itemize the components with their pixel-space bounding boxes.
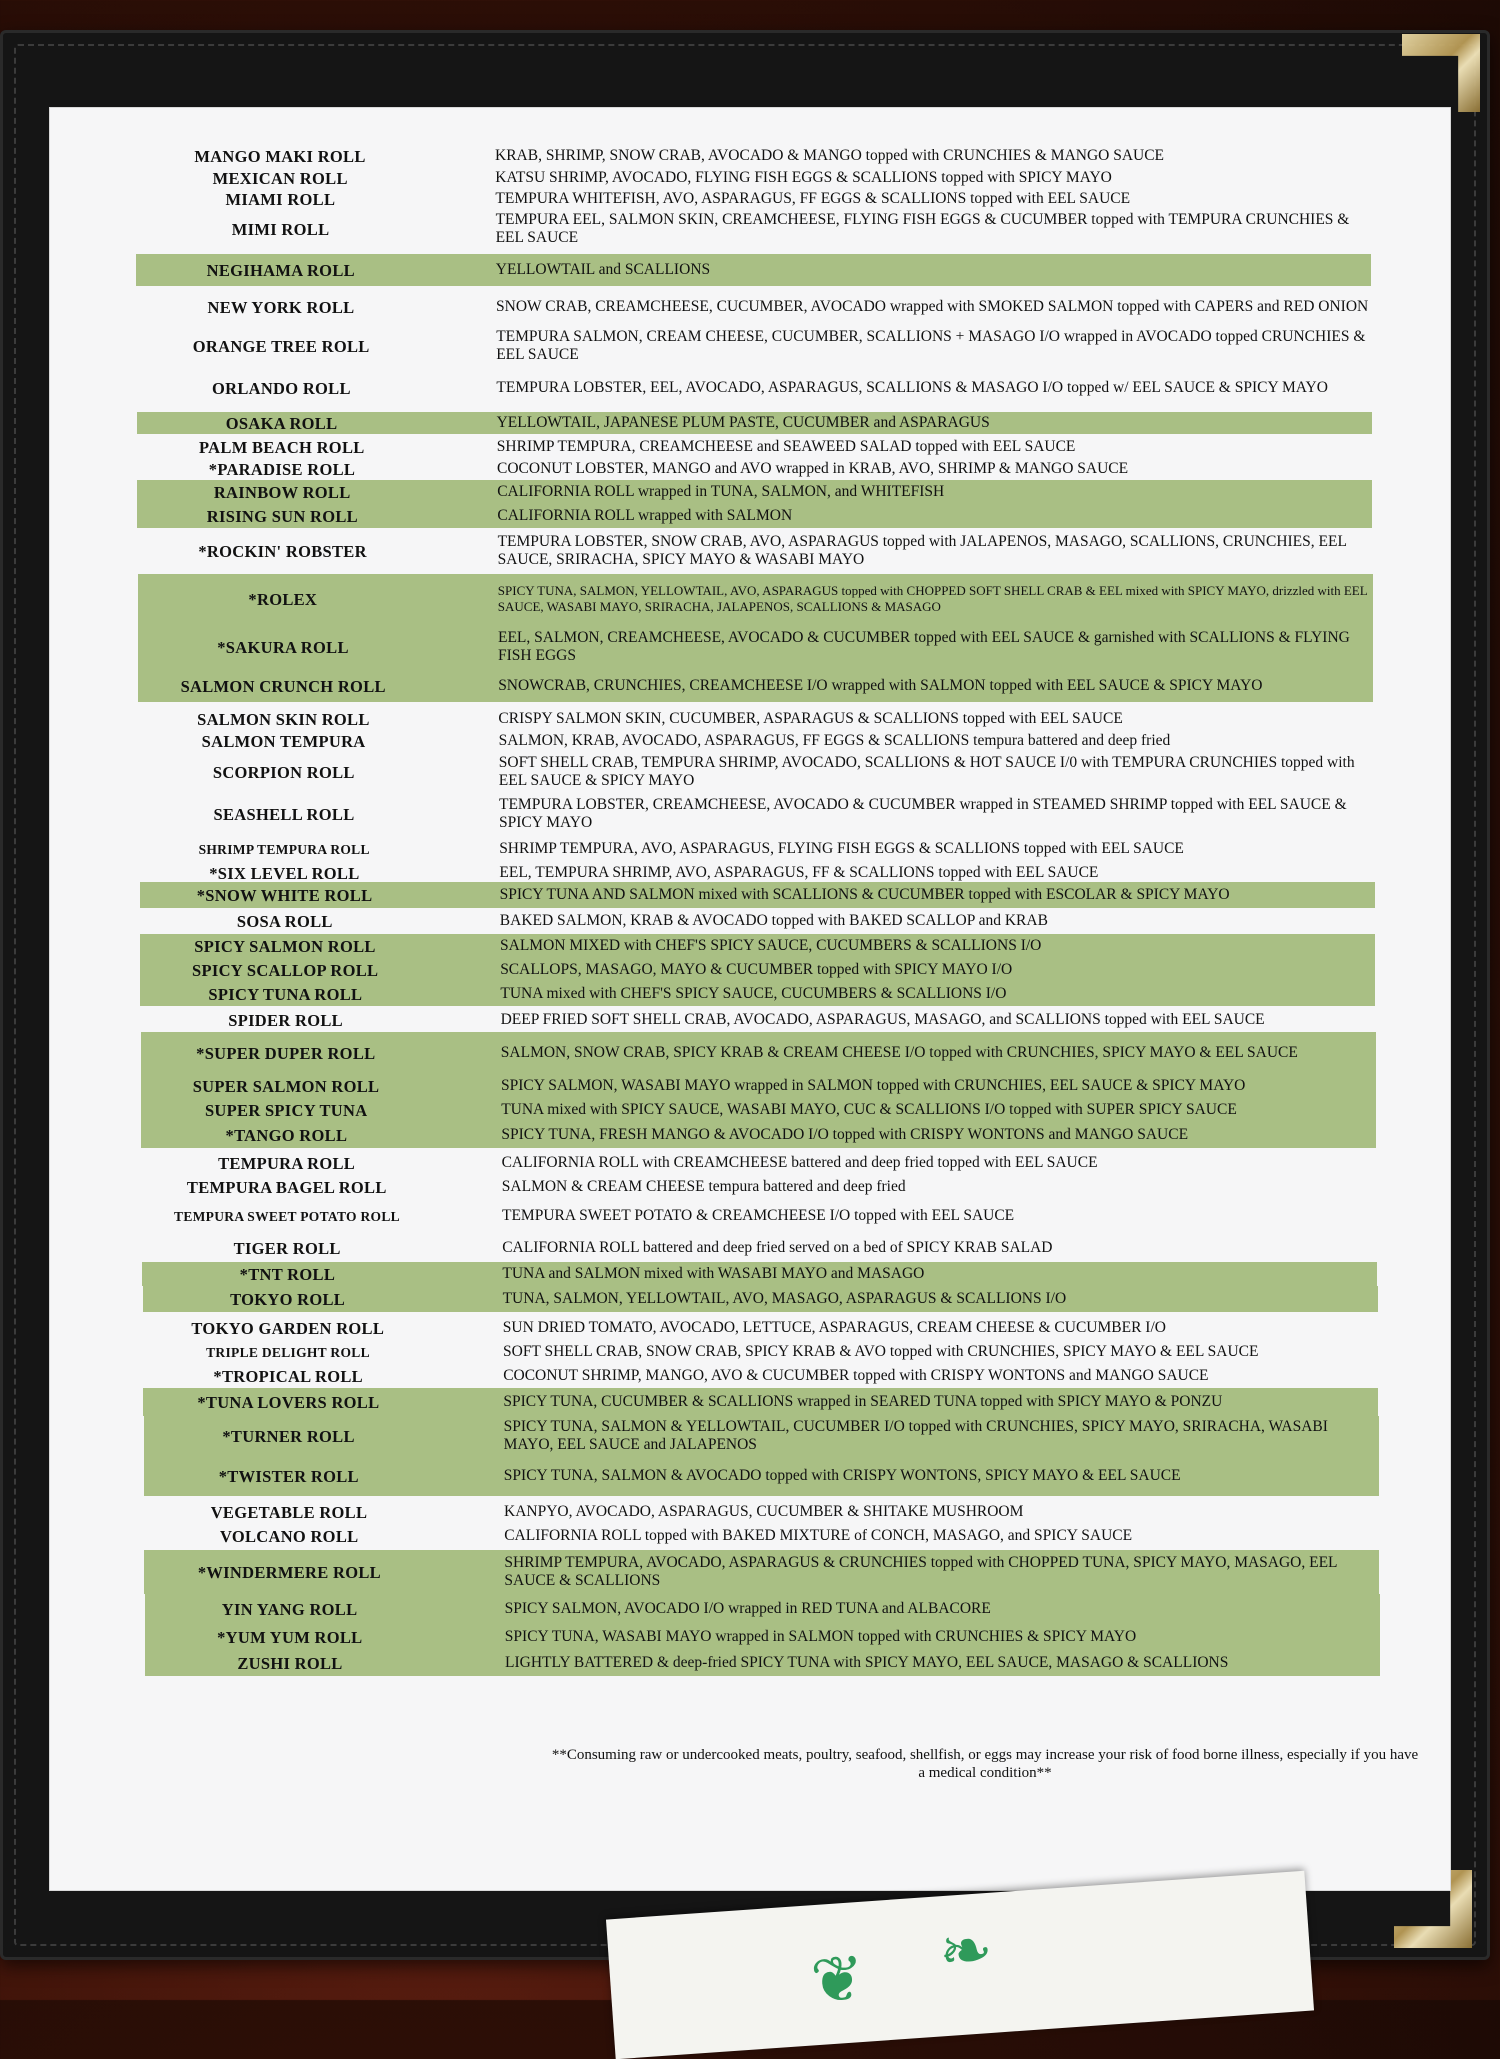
roll-name: *SNOW WHITE ROLL (196, 885, 373, 905)
roll-description: CALIFORNIA ROLL battered and deep fried served on a bed of SPICY KRAB SALAD (502, 1239, 1053, 1256)
roll-description: KANPYO, AVOCADO, ASPARAGUS, CUCUMBER & SHITAKE MUSHROOM (504, 1503, 1024, 1520)
roll-description: TUNA and SALMON mixed with WASABI MAYO and MASAGO (502, 1265, 925, 1282)
roll-name: NEW YORK ROLL (207, 297, 355, 317)
menu-item-row (140, 982, 1375, 1006)
roll-name: RAINBOW ROLL (213, 482, 351, 502)
roll-name: TEMPURA SWEET POTATO ROLL (174, 1208, 400, 1224)
roll-description: TEMPURA EEL, SALMON SKIN, CREAMCHEESE, FLYING FISH EGGS & CUCUMBER topped with TEMPURA CRUNCHIES & EEL SAUCE (495, 211, 1350, 246)
menu-item-row (138, 530, 1373, 572)
roll-description: TEMPURA SWEET POTATO & CREAMCHEESE I/O topped with EEL SAUCE (502, 1207, 1015, 1224)
roll-name: *SAKURA ROLL (217, 637, 349, 657)
menu-item-row (143, 1286, 1378, 1312)
roll-description: SOFT SHELL CRAB, SNOW CRAB, SPICY KRAB & AVO topped with CRUNCHIES, SPICY MAYO & EEL SAUCE (503, 1343, 1259, 1360)
menu-item-row (141, 1032, 1376, 1074)
menu-item-row (140, 882, 1375, 908)
roll-description: EEL, TEMPURA SHRIMP, AVO, ASPARAGUS, FF & SCALLIONS topped with EEL SAUCE (499, 864, 1099, 881)
roll-name: MIAMI ROLL (225, 189, 336, 209)
roll-description: TEMPURA WHITEFISH, AVO, ASPARAGUS, FF EGGS & SCALLIONS topped with EEL SAUCE (495, 190, 1131, 207)
roll-description: SPICY TUNA, SALMON, YELLOWTAIL, AVO, ASPARAGUS topped with CHOPPED SOFT SHELL CRAB & EEL mixed with SPICY MAYO, drizzled with EEL SAUCE, WASABI MAYO, SRIRACHA, JALAPENOS, SCALLIONS & MASAGO (497, 583, 1368, 614)
roll-description: SHRIMP TEMPURA, AVO, ASPARAGUS, FLYING FISH EGGS & SCALLIONS topped with EEL SAUCE (499, 840, 1184, 857)
roll-name: SALMON SKIN ROLL (197, 709, 370, 729)
menu-item-row (141, 1074, 1376, 1098)
roll-name: *TANGO ROLL (225, 1125, 348, 1145)
menu-item-row (142, 1176, 1377, 1198)
roll-description: CALIFORNIA ROLL wrapped in TUNA, SALMON, and WHITEFISH (497, 483, 945, 500)
menu-item-row (142, 1262, 1377, 1286)
roll-name: YIN YANG ROLL (221, 1599, 358, 1619)
roll-name: MEXICAN ROLL (212, 168, 348, 188)
roll-description: SPICY TUNA, SALMON & AVOCADO topped with CRISPY WONTONS, SPICY MAYO & EEL SAUCE (503, 1467, 1181, 1484)
roll-name: SOSA ROLL (236, 911, 333, 931)
roll-description: COCONUT LOBSTER, MANGO and AVO wrapped in KRAB, AVO, SHRIMP & MANGO SAUCE (497, 460, 1129, 477)
roll-description: SALMON, KRAB, AVOCADO, ASPARAGUS, FF EGGS & SCALLIONS tempura battered and deep fried (498, 732, 1171, 749)
menu-item-row (135, 144, 1370, 168)
menu-item-row (145, 1594, 1380, 1624)
roll-name: ORANGE TREE ROLL (192, 336, 370, 356)
roll-name: *SUPER DUPER ROLL (196, 1043, 376, 1063)
roll-description: SCALLOPS, MASAGO, MAYO & CUCUMBER topped with SPICY MAYO I/O (500, 961, 1013, 978)
roll-name: *ROCKIN' ROBSTER (198, 541, 367, 561)
roll-name: SCORPION ROLL (212, 762, 355, 782)
menu-item-row (135, 188, 1370, 210)
menu-item-row (136, 254, 1371, 286)
roll-name: MIMI ROLL (231, 219, 330, 239)
roll-name: ORLANDO ROLL (211, 378, 351, 398)
menu-item-row (141, 1122, 1376, 1148)
roll-description: TUNA mixed with CHEF'S SPICY SAUCE, CUCUMBERS & SCALLIONS I/O (500, 985, 1007, 1002)
roll-description: EEL, SALMON, CREAMCHEESE, AVOCADO & CUCUMBER topped with EEL SAUCE & garnished with SCALLIONS & FLYING FISH EGGS (498, 629, 1350, 664)
menu-item-row (137, 480, 1372, 504)
menu-item-row (139, 838, 1374, 860)
menu-item-row (140, 910, 1375, 932)
menu-item-row (140, 958, 1375, 982)
roll-name: TIGER ROLL (233, 1238, 341, 1258)
roll-name: SPICY TUNA ROLL (208, 984, 363, 1004)
roll-description: CALIFORNIA ROLL with CREAMCHEESE battered and deep fried topped with EEL SAUCE (501, 1154, 1098, 1171)
roll-description: SNOWCRAB, CRUNCHIES, CREAMCHEESE I/O wrapped with SALMON topped with EEL SAUCE & SPICY MAYO (498, 677, 1263, 694)
roll-description: TEMPURA LOBSTER, EEL, AVOCADO, ASPARAGUS, SCALLIONS & MASAGO I/O topped w/ EEL SAUCE & SPICY MAYO (496, 379, 1328, 396)
brass-corner-top-right (1402, 34, 1480, 112)
roll-name: *TUNA LOVERS ROLL (197, 1392, 380, 1412)
menu-item-row (143, 1340, 1378, 1364)
food-safety-footnote: **Consuming raw or undercooked meats, poultry, seafood, shellfish, or eggs may increase your risk of food borne illness, especially if you have a medical condition** (551, 1747, 1419, 1781)
menu-item-row (136, 208, 1371, 250)
roll-description: SHRIMP TEMPURA, CREAMCHEESE and SEAWEED SALAD topped with EEL SAUCE (496, 438, 1076, 455)
menu-item-row (143, 1316, 1378, 1340)
roll-name: RISING SUN ROLL (206, 506, 358, 526)
roll-description: TUNA, SALMON, YELLOWTAIL, AVO, MASAGO, ASPARAGUS & SCALLIONS I/O (502, 1290, 1067, 1307)
roll-name: VEGETABLE ROLL (210, 1502, 368, 1522)
roll-description: DEEP FRIED SOFT SHELL CRAB, AVOCADO, ASPARAGUS, MASAGO, and SCALLIONS topped with EEL SAUCE (500, 1011, 1265, 1028)
menu-item-row (136, 288, 1371, 326)
roll-description: SPICY TUNA, CUCUMBER & SCALLIONS wrapped in SEARED TUNA topped with SPICY MAYO & PONZU (503, 1393, 1223, 1410)
roll-name: *PARADISE ROLL (208, 459, 356, 479)
roll-description: YELLOWTAIL and SCALLIONS (495, 261, 711, 278)
roll-name: *TROPICAL ROLL (213, 1366, 363, 1386)
roll-name: SPICY SALMON ROLL (194, 936, 376, 956)
roll-description: SPICY TUNA AND SALMON mixed with SCALLIONS & CUCUMBER topped with ESCOLAR & SPICY MAYO (499, 886, 1230, 903)
menu-item-row (138, 624, 1373, 670)
roll-description: SPICY TUNA, SALMON & YELLOWTAIL, CUCUMBER I/O topped with CRUNCHIES, SPICY MAYO, SRIRACHA, WASABI MAYO, EEL SAUCE and JALAPENOS (503, 1418, 1328, 1453)
roll-description: TEMPURA LOBSTER, SNOW CRAB, AVO, ASPARAGUS topped with JALAPENOS, MASAGO, SCALLIONS, CRUNCHIES, EEL SAUCE, SRIRACHA, SPICY MAYO & WASABI MAYO (497, 533, 1347, 568)
roll-name: MANGO MAKI ROLL (194, 146, 366, 166)
menu-item-row (142, 1236, 1377, 1260)
menu-item-row (137, 458, 1372, 480)
roll-name: SALMON TEMPURA (201, 731, 366, 751)
menu-item-row (144, 1500, 1379, 1524)
roll-description: SNOW CRAB, CREAMCHEESE, CUCUMBER, AVOCADO wrapped with SMOKED SALMON topped with CAPERS and RED ONION (496, 298, 1369, 315)
menu-item-row (138, 708, 1373, 730)
menu-item-row (137, 504, 1372, 528)
roll-description: YELLOWTAIL, JAPANESE PLUM PASTE, CUCUMBER and ASPARAGUS (496, 414, 990, 431)
menu-item-row (137, 412, 1372, 434)
roll-name: ZUSHI ROLL (237, 1653, 343, 1673)
menu-item-row (143, 1364, 1378, 1388)
roll-name: SHRIMP TEMPURA ROLL (198, 841, 370, 857)
roll-description: SOFT SHELL CRAB, TEMPURA SHRIMP, AVOCADO, SCALLIONS & HOT SAUCE I/0 with TEMPURA CRUNCHIES topped with EEL SAUCE & SPICY MAYO (498, 754, 1355, 789)
roll-name: PALM BEACH ROLL (199, 437, 365, 457)
roll-description: SPICY TUNA, FRESH MANGO & AVOCADO I/O topped with CRISPY WONTONS and MANGO SAUCE (501, 1126, 1189, 1143)
roll-description: SPICY TUNA, WASABI MAYO wrapped in SALMON topped with CRUNCHIES & SPICY MAYO (504, 1628, 1137, 1645)
roll-name: SUPER SPICY TUNA (204, 1100, 368, 1120)
roll-description: KATSU SHRIMP, AVOCADO, FLYING FISH EGGS & SCALLIONS topped with SPICY MAYO (495, 169, 1112, 186)
roll-name: SUPER SALMON ROLL (192, 1076, 380, 1096)
roll-description: COCONUT SHRIMP, MANGO, AVO & CUCUMBER topped with CRISPY WONTONS and MANGO SAUCE (503, 1367, 1209, 1384)
roll-description: SPICY SALMON, WASABI MAYO wrapped in SALMON topped with CRUNCHIES, EEL SAUCE & SPICY MAYO (501, 1077, 1246, 1094)
menu-item-row (137, 436, 1372, 458)
roll-name: SEASHELL ROLL (213, 804, 355, 824)
roll-name: *TURNER ROLL (222, 1426, 355, 1446)
menu-item-row (143, 1388, 1378, 1416)
roll-name: SPICY SCALLOP ROLL (192, 960, 379, 980)
menu-item-row (144, 1456, 1379, 1496)
menu-item-row (144, 1416, 1379, 1456)
roll-name: *TWISTER ROLL (218, 1466, 359, 1486)
roll-description: SHRIMP TEMPURA, AVOCADO, ASPARAGUS & CRUNCHIES topped with CHOPPED TUNA, SPICY MAYO, MASAGO, EEL SAUCE & SCALLIONS (504, 1554, 1337, 1589)
menu-item-row (139, 862, 1374, 884)
menu-item-row (141, 1008, 1376, 1032)
roll-description: CALIFORNIA ROLL topped with BAKED MIXTURE of CONCH, MASAGO, and SPICY SAUCE (504, 1527, 1133, 1544)
roll-description: TUNA mixed with SPICY SAUCE, WASABI MAYO, CUC & SCALLIONS I/O topped with SUPER SPICY SAUCE (501, 1101, 1237, 1118)
roll-name: *ROLEX (248, 589, 318, 609)
roll-description: CRISPY SALMON SKIN, CUCUMBER, ASPARAGUS & SCALLIONS topped with EEL SAUCE (498, 710, 1123, 727)
roll-name: SPIDER ROLL (228, 1010, 343, 1030)
bamboo-leaf-icon: ❦ (808, 1941, 867, 2020)
menu-item-row (140, 934, 1375, 958)
menu-item-row (141, 1098, 1376, 1122)
roll-description: SALMON & CREAM CHEESE tempura battered and deep fried (501, 1178, 906, 1195)
menu-item-row (139, 794, 1374, 834)
roll-name: *WINDERMERE ROLL (197, 1562, 381, 1582)
roll-description: CALIFORNIA ROLL wrapped with SALMON (497, 507, 793, 524)
roll-description: TEMPURA LOBSTER, CREAMCHEESE, AVOCADO & CUCUMBER wrapped in STEAMED SHRIMP topped with EEL SAUCE & SPICY MAYO (499, 796, 1347, 831)
menu-item-row (136, 368, 1371, 408)
roll-name: TEMPURA BAGEL ROLL (186, 1177, 387, 1197)
menu-item-row (144, 1550, 1379, 1594)
menu-item-row (138, 670, 1373, 702)
roll-description: SALMON MIXED with CHEF'S SPICY SAUCE, CUCUMBERS & SCALLIONS I/O (500, 937, 1042, 954)
roll-name: SALMON CRUNCH ROLL (180, 676, 386, 696)
menu-item-row (144, 1524, 1379, 1548)
menu-item-row (142, 1198, 1377, 1234)
roll-description: SALMON, SNOW CRAB, SPICY KRAB & CREAM CHEESE I/O topped with CRUNCHIES, SPICY MAYO & EEL SAUCE (500, 1044, 1298, 1061)
menu-item-row (142, 1152, 1377, 1174)
menu-item-row (145, 1650, 1380, 1676)
roll-name: OSAKA ROLL (225, 413, 338, 433)
roll-name: TEMPURA ROLL (218, 1153, 356, 1173)
roll-name: *SIX LEVEL ROLL (209, 863, 360, 883)
menu-item-row (139, 730, 1374, 752)
roll-name: TOKYO GARDEN ROLL (191, 1318, 385, 1338)
bamboo-leaf-icon: ❧ (936, 1912, 996, 1991)
roll-description: TEMPURA SALMON, CREAM CHEESE, CUCUMBER, SCALLIONS + MASAGO I/O wrapped in AVOCADO topped CRUNCHIES & EEL SAUCE (496, 328, 1366, 363)
roll-name: *TNT ROLL (239, 1264, 336, 1284)
roll-name: VOLCANO ROLL (219, 1526, 359, 1546)
roll-description: SPICY SALMON, AVOCADO I/O wrapped in RED TUNA and ALBACORE (504, 1600, 991, 1617)
menu-item-row (138, 574, 1373, 624)
roll-description: SUN DRIED TOMATO, AVOCADO, LETTUCE, ASPARAGUS, CREAM CHEESE & CUCUMBER I/O (502, 1319, 1166, 1336)
roll-name: NEGIHAMA ROLL (206, 260, 355, 280)
menu-page (50, 108, 1450, 1890)
menu-binder (0, 30, 1490, 1960)
roll-description: KRAB, SHRIMP, SNOW CRAB, AVOCADO & MANGO topped with CRUNCHIES & MANGO SAUCE (495, 147, 1165, 164)
roll-description: BAKED SALMON, KRAB & AVOCADO topped with BAKED SCALLOP and KRAB (499, 912, 1048, 929)
menu-item-row (135, 167, 1370, 189)
roll-name: *YUM YUM ROLL (217, 1627, 363, 1647)
menu-item-row (136, 326, 1371, 366)
roll-name: TOKYO ROLL (230, 1289, 346, 1309)
menu-item-row (145, 1624, 1380, 1650)
roll-name: TRIPLE DELIGHT ROLL (206, 1344, 370, 1360)
menu-item-row (139, 752, 1374, 792)
roll-description: LIGHTLY BATTERED & deep-fried SPICY TUNA with SPICY MAYO, EEL SAUCE, MASAGO & SCALLIONS (505, 1654, 1229, 1671)
